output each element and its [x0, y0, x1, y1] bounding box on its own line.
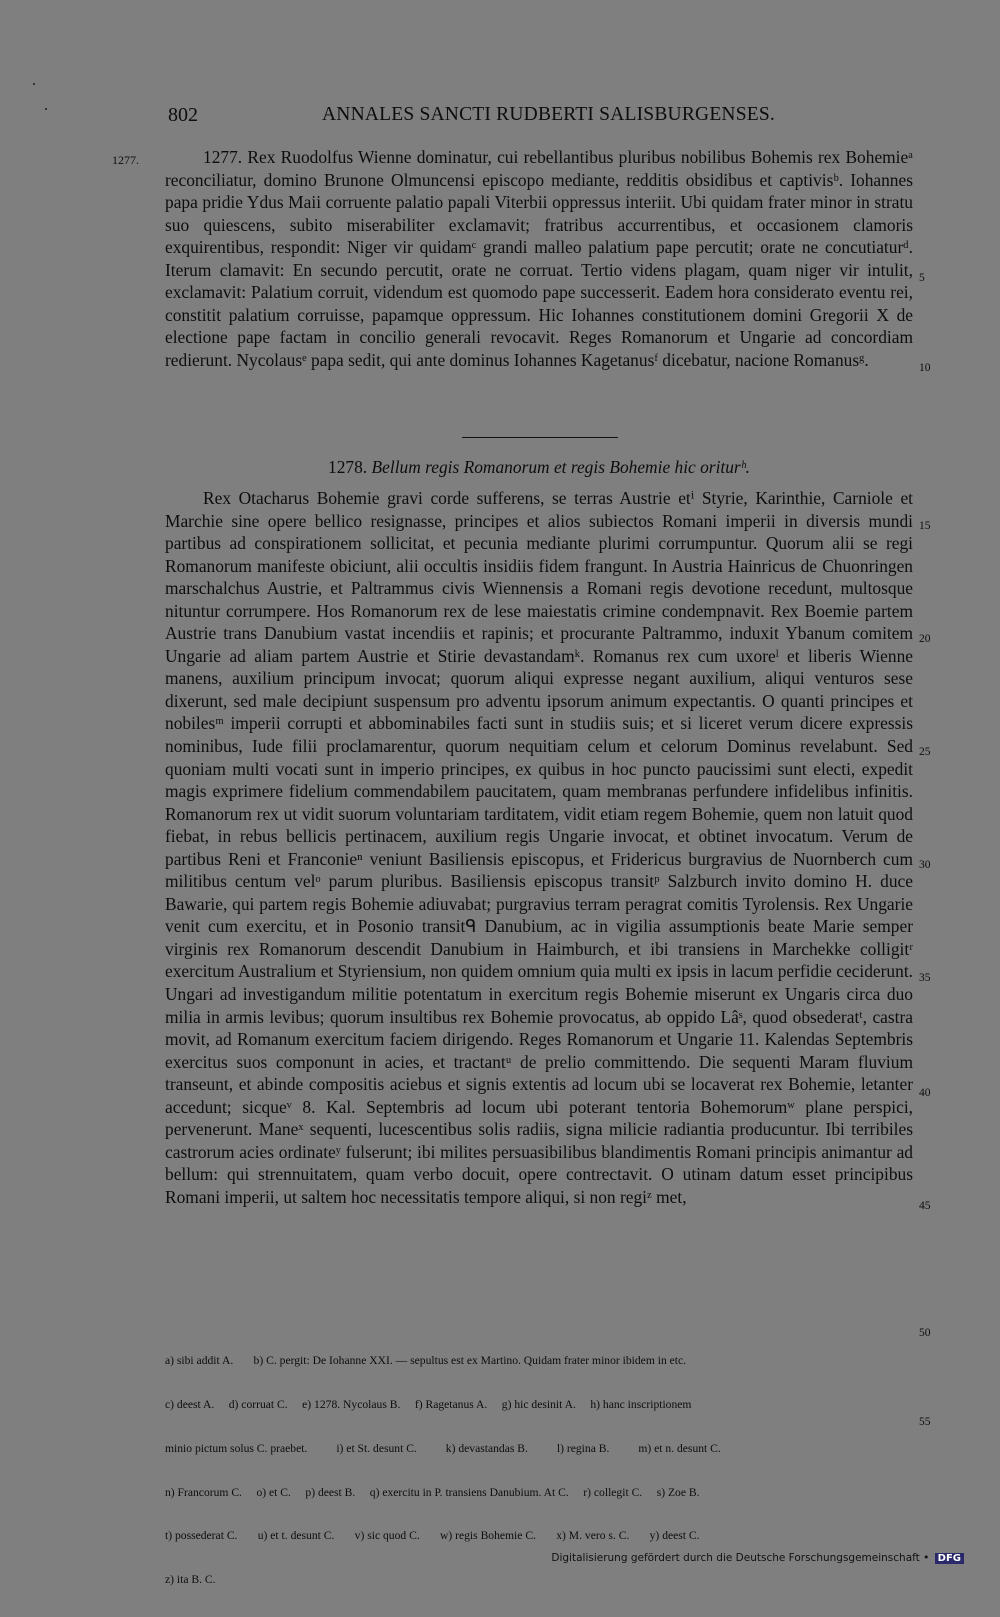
- entry-1277-text: 1277. Rex Ruodolfus Wienne dominatur, cui rebellantibus pluribus nobilibus Bohemis rex Bohemieᵃ reconciliatur, domino Brunone Olmuncensi episcopo mediante, redditis obsidibus et captivisᵇ. Iohannes papa pridie Ydus Maii corruente palatio papali Viterbii oppressus interiit. Ubi quidam frater minor in stratu suo quiescens, subito miserabiliter exclamavit; fratribus accurrentibus, et occasionem clamoris exquirentibus, respondit: Niger vir quidamᶜ grandi malleo palatium pape percutit; orate ne concutiaturᵈ. Iterum clamavit: En secundo percutit, orate ne corruat. Tertio videns plagam, quam niger vir intulit, exclamavit: Palatium corruit, videndum est quomodo pape successerit. Eadem hora considerato eventu rei, constitit palatium corruisse, papamque oppressum. Hic Iohannes constitutionem domini Gregorii X de electione pape factam in concilio generali revocavit. Reges Romanorum et Ungarie ad concordiam redierunt. Nycolausᵉ papa sedit, qui ante dominus Iohannes Kagetanusᶠ dicebatur, nacione Romanusᵍ.: [165, 147, 913, 370]
- line-number: 40: [919, 1087, 931, 1099]
- line-number: 20: [919, 633, 931, 645]
- footnotes: [165, 1325, 913, 1617]
- scan-speck: [45, 108, 47, 110]
- footnote-line: n) Francorum C. o) et C. p) deest B. q) exercitu in P. transiens Danubium. At C. r) collegit C. s) Zoe B.: [165, 1485, 700, 1499]
- footnote-line: z) ita B. C.: [165, 1573, 216, 1587]
- margin-year: 1277.: [112, 153, 139, 167]
- heading-year: 1278.: [328, 457, 368, 477]
- dfg-logo: DFG: [935, 1553, 964, 1564]
- line-number: 45: [919, 1200, 931, 1212]
- line-number: 10: [919, 362, 931, 374]
- footnote-line: a) sibi addit A. b) C. pergit: De Iohanne XXI. — sepultus est ex Martino. Quidam frater minor ibidem in etc.: [165, 1354, 687, 1368]
- entry-1278-heading: [165, 457, 913, 478]
- line-number: 25: [919, 746, 931, 758]
- line-number: 35: [919, 972, 931, 984]
- running-title: ANNALES SANCTI RUDBERTI SALISBURGENSES.: [322, 104, 775, 125]
- heading-title: Bellum regis Romanorum et regis Bohemie hic oriturʰ.: [371, 457, 750, 477]
- entry-1278: [165, 487, 913, 1209]
- digitization-credit: [551, 1552, 964, 1564]
- entry-1278-text: Rex Otacharus Bohemie gravi corde sufferens, se terras Austrie etⁱ Styrie, Karinthie, Carniole et Marchie sine opere bellico resignasse, principes et alios subiectos Romani imperii in diversis mundi partibus ad conspirationem sollicitat, et pecunia mediante plurimi corrumpuntur. Quorum alii se regi Romanorum manifeste obiciunt, alii occultis insidiis fidem frangunt. In Austria Hainricus de Chuonringen marschalchus Austrie, et Paltrammus civis Wiennensis a Romani regis devotione recedunt, multosque nituntur corrumpere. Hos Romanorum rex de lese maiestatis crimine condempnavit. Rex Boemie partem Austrie trans Danubium vastat incendiis et rapinis; et procurante Paltrammo, induxit Ybanum comitem Ungarie ad aliam partem Austrie et Stirie devastandamᵏ. Romanus rex cum uxoreˡ et liberis Wienne manens, auxilium principum invocat; quorum aliqui expresse negant auxilium, aliqui venturos sese dixerunt, sed male decipiunt suspensum pro adventu ipsorum animum expectantis. O quanti principes et nobilesᵐ imperii corrupti et abbominabiles facti sunt in studiis suis; et si liceret verum dicere expressis nominibus, Iude filii proclamarentur, quorum nequitiam celum et celorum Dominus revelabunt. Sed quoniam multi vocati sunt in imperio principes, ex quibus in hoc puncto paucissimi sunt electi, expedit magis exprimere fidelium commendabilem paucitatem, quam membranas perfundere infidelibus infinitis. Romanorum rex ut vidit suorum voluntariam tarditatem, vidit etiam regem Bohemie, quem non latuit quod fiebat, in rebus bellicis pertinacem, auxilium regis Ungarie invocat, et obtinet invocatum. Verum de partibus Reni et Franconieⁿ veniunt Basiliensis episcopus, et Fridericus burgravius de Nuornberch cum militibus centum velᵒ parum pluribus. Basiliensis episcopus transitᵖ Salzburch invito domino H. duce Bawarie, qui partem regis Bohemie adiuvabat; purgravius terram peragrat comitis Tyrolensis. Rex Ungarie venit cum exercitu, et in Posonio transitᑫ Danubium, ac in vigilia assumptionis beate Marie semper virginis rex Romanorum descendit Danubium in Haimburch, et ibi transiens in Marchekke colligitʳ exercitum Australium et Styriensium, non quidem omnium quia multi ex ipsis in lacum perfidie ceciderunt. Ungari ad investigandum militie potentatum in exercitum regis Bohemie miserunt ex Ungaris circa duo milia in armis levibus; quorum insultibus rex Bohemie provocatus, ab oppido Lâˢ, quod obsederatᵗ, castra movit, ad Romanum exercitum faciem dirigendo. Reges Romanorum et Ungarie 11. Kalendas Septembris exercitus suos componunt in acies, et tractantᵘ de prelio committendo. Die sequenti Maram fluvium transeunt, et abinde compositis aciebus et signis extentis ad locum ubi se locaverat rex Bohemie, letanter accedunt; sicqueᵛ 8. Kal. Septembris ad locum ubi poterant tentoria Bohemorumʷ plane perspici, pervenerunt. Maneˣ sequenti, lucescentibus solis radiis, signa milicie radiantia producuntur. Ibi terribiles castrorum acies ordinateʸ fulserunt; ibi milites persuasibilibus blandimentis Romani principis animantur ad bellum: qui strennuitatem, quam verbo docuit, opere contrectavit. O utinam datum esset principibus Romani imperii, ut saltem hoc necessitatis tempore aliqui, si non regiᶻ met,: [165, 488, 913, 1207]
- footnote-line: t) possederat C. u) et t. desunt C. v) sic quod C. w) regis Bohemie C. x) M. vero s. C. y) deest C.: [165, 1529, 700, 1543]
- line-number: 15: [919, 520, 931, 532]
- page-header: [160, 104, 917, 134]
- scan-speck: [33, 83, 35, 85]
- line-number: 5: [919, 272, 925, 284]
- line-number: 30: [919, 859, 931, 871]
- footnote-line-number: 55: [919, 1416, 931, 1428]
- entry-1277: [165, 146, 913, 371]
- footnote-line: c) deest A. d) corruat C. e) 1278. Nycolaus B. f) Ragetanus A. g) hic desinit A. h) hanc inscriptionem: [165, 1397, 692, 1411]
- footnote-line-number: 50: [919, 1327, 931, 1339]
- section-divider: [462, 437, 618, 438]
- page-number: 802: [168, 104, 198, 126]
- credit-text: Digitalisierung gefördert durch die Deutsche Forschungsgemeinschaft •: [551, 1552, 930, 1564]
- footnote-line: minio pictum solus C. praebet. i) et St. desunt C. k) devastandas B. l) regina B. m) et n. desunt C.: [165, 1441, 721, 1455]
